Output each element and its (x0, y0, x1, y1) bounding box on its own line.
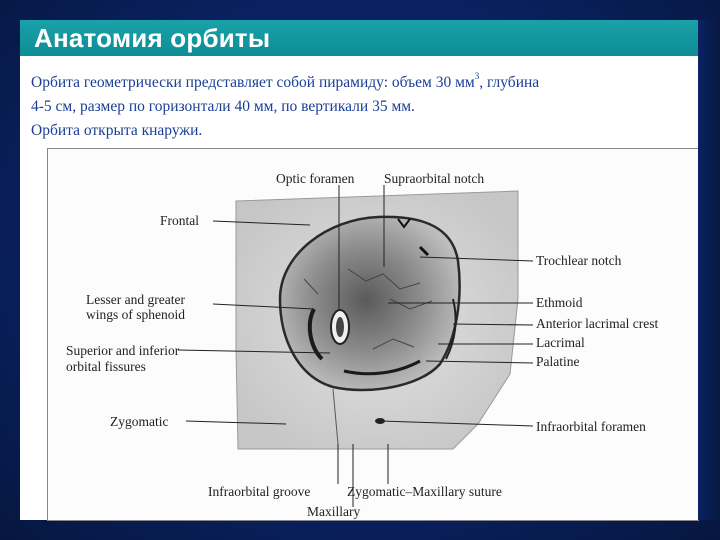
slide (20, 20, 698, 520)
label-frontal: Frontal (160, 213, 199, 228)
intro-line-1-part-1: Орбита геометрически представляет собой пирамиду: объем 30 мм (31, 74, 475, 91)
slide-title: Анатомия орбиты (34, 23, 271, 53)
label-anterior-lacrimal-crest: Anterior lacrimal crest (536, 316, 659, 331)
label-orbital-fissures-2: orbital fissures (66, 359, 146, 374)
label-zygomatic-maxillary-suture: Zygomatic–Maxillary suture (347, 484, 502, 499)
label-zygomatic: Zygomatic (110, 414, 169, 429)
intro-line-1-sup: 3 (474, 71, 480, 81)
label-orbital-fissures-1: Superior and inferior (66, 343, 180, 358)
label-lesser-greater-wings-2: wings of sphenoid (86, 307, 185, 322)
label-lesser-greater-wings-1: Lesser and greater (86, 292, 185, 307)
label-lacrimal: Lacrimal (536, 335, 585, 350)
intro-text (31, 64, 695, 143)
intro-line-1-part-2: , глубина (479, 74, 540, 91)
intro-line-2: 4-5 см, размер по горизонтали 40 мм, по вертикали 35 мм. (31, 98, 415, 115)
intro-line-3: Орбита открыта кнаружи. (31, 122, 203, 139)
slide-border-strip (698, 20, 720, 520)
title-bar (20, 20, 698, 56)
label-ethmoid: Ethmoid (536, 295, 583, 310)
intro-line-1 (31, 64, 695, 95)
label-infraorbital-foramen: Infraorbital foramen (536, 419, 646, 434)
label-infraorbital-groove: Infraorbital groove (208, 484, 311, 499)
label-maxillary: Maxillary (307, 504, 361, 519)
label-trochlear-notch: Trochlear notch (536, 253, 622, 268)
optic-foramen-inner (336, 317, 344, 337)
orbit-anatomy-figure (47, 148, 699, 521)
label-optic-foramen: Optic foramen (276, 171, 355, 186)
label-supraorbital-notch: Supraorbital notch (384, 171, 485, 186)
orbit-illustration (48, 149, 698, 520)
label-palatine: Palatine (536, 354, 580, 369)
